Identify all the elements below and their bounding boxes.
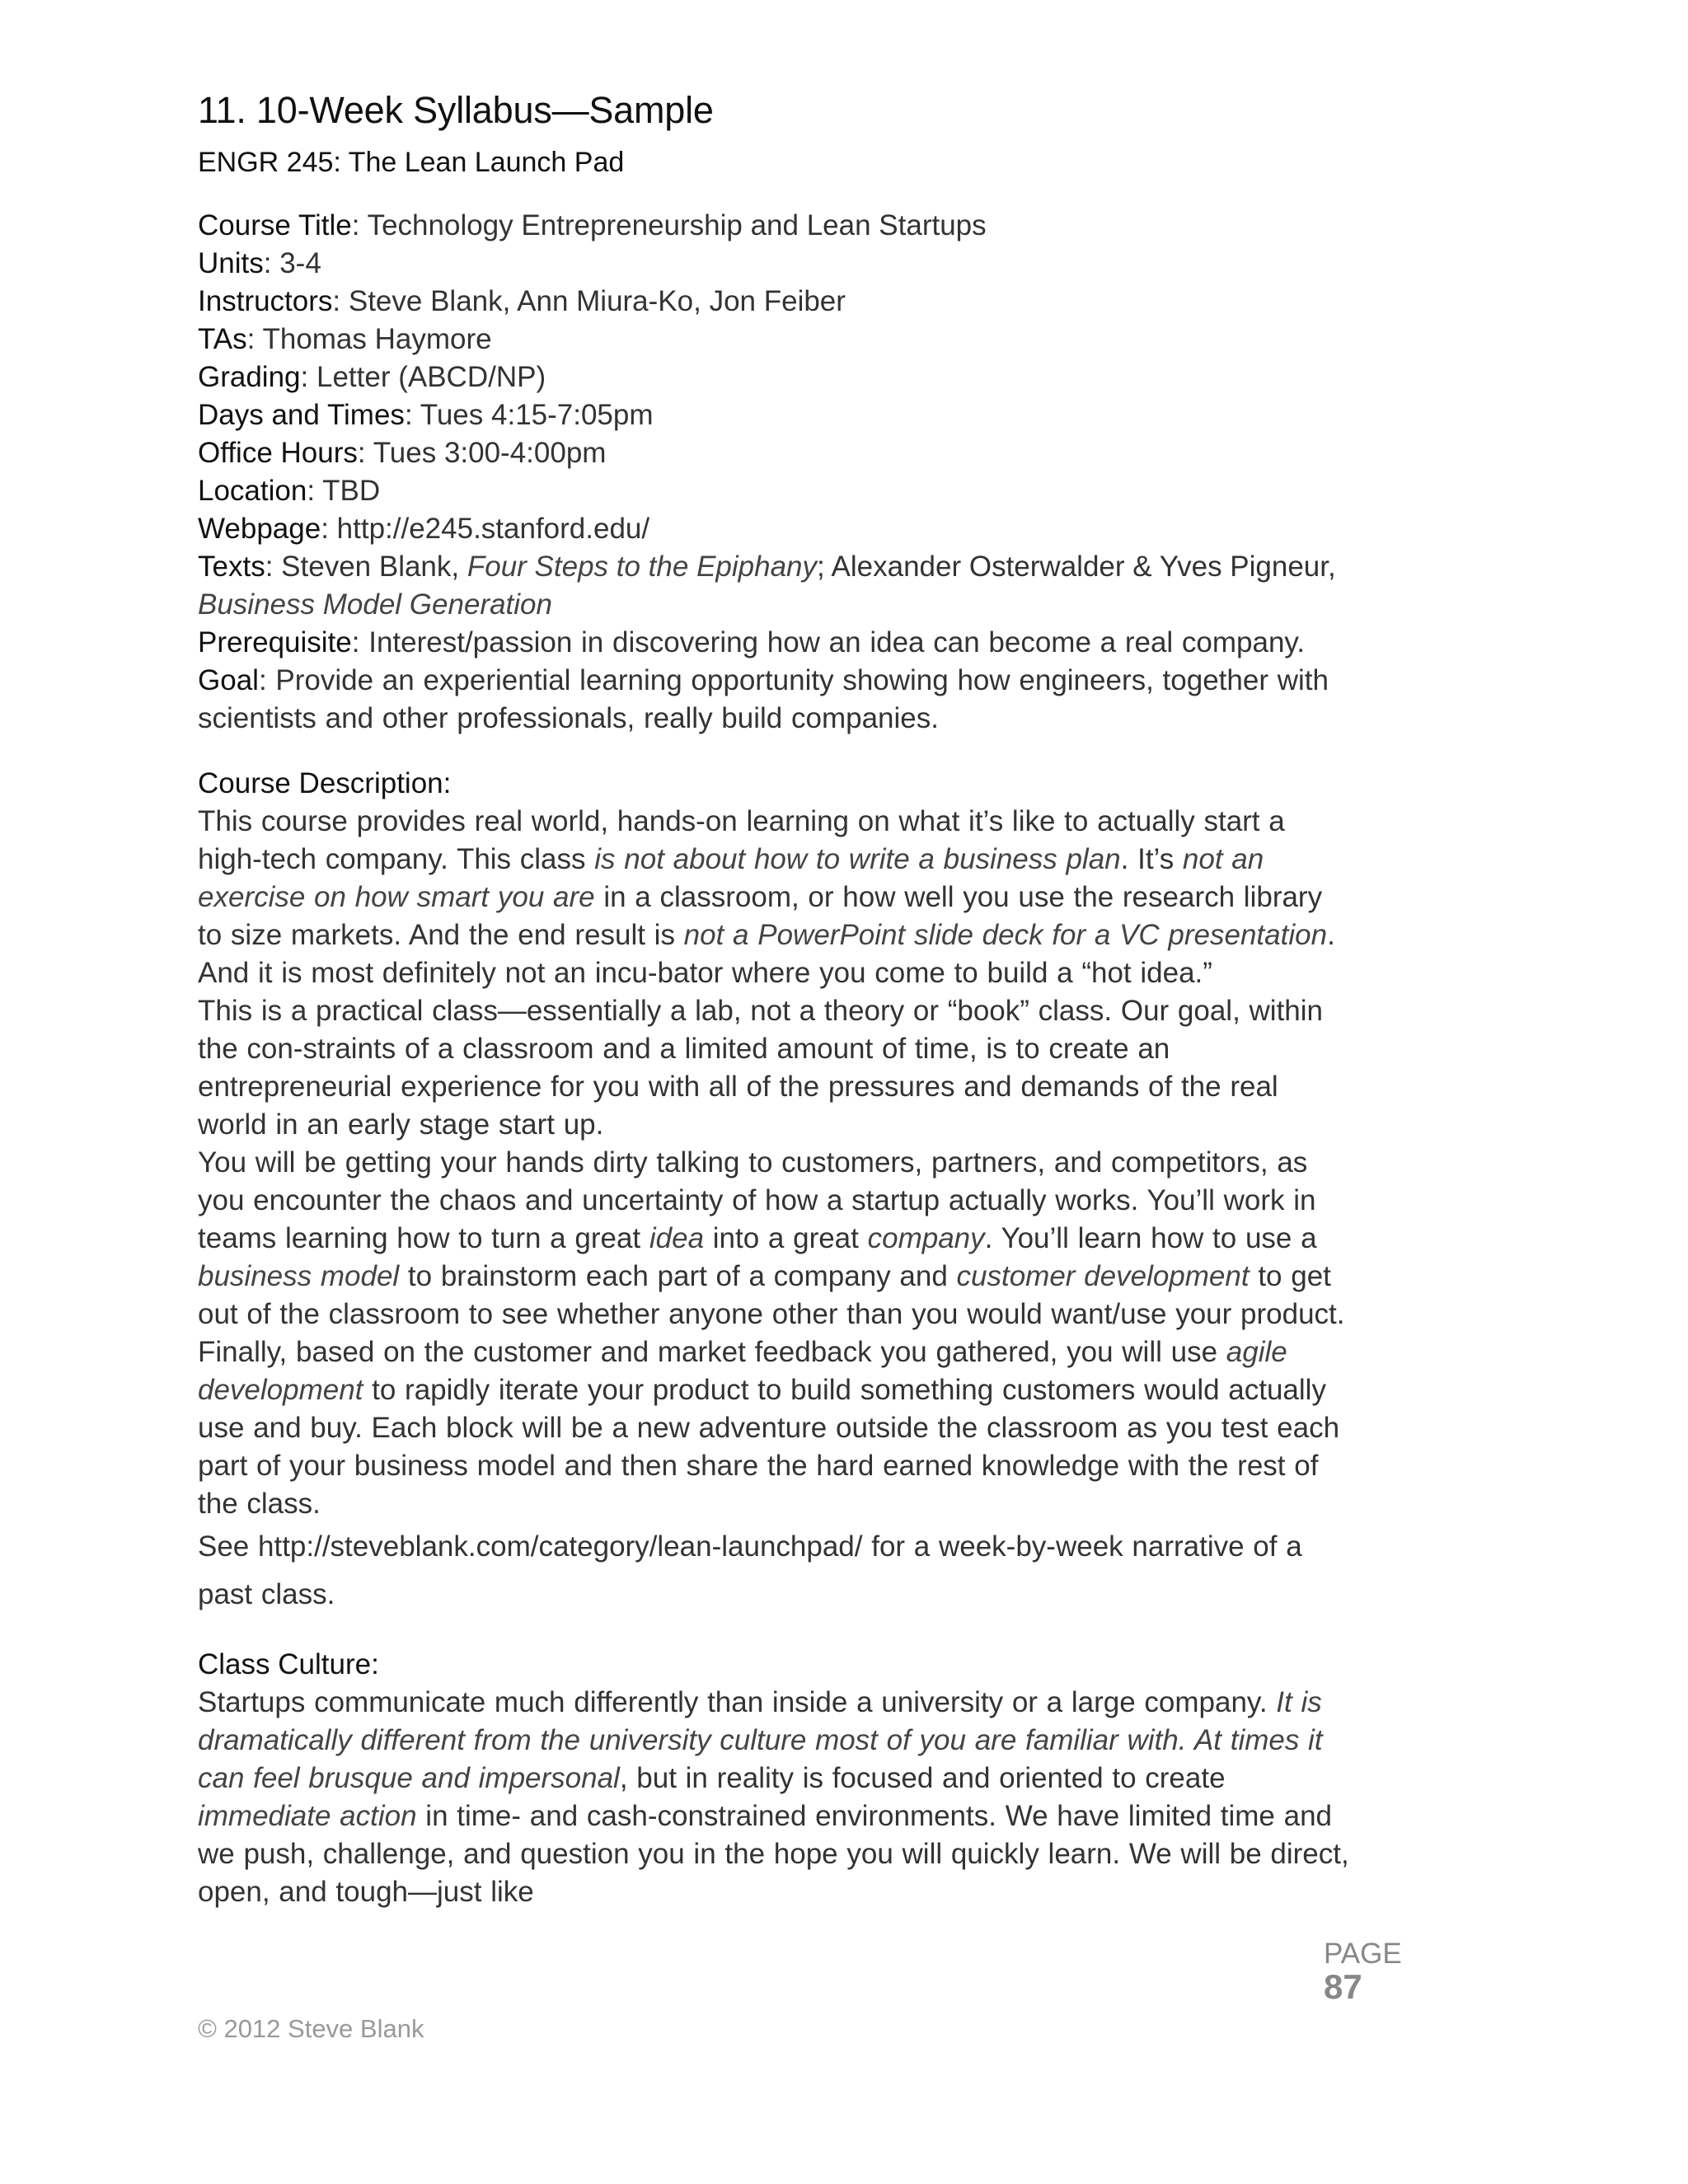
emphasis: not a PowerPoint slide deck for a VC presentation bbox=[683, 919, 1328, 951]
text-run: . You’ll learn how to use a bbox=[984, 1222, 1317, 1254]
instructors-value: Steve Blank, Ann Miura-Ko, Jon Feiber bbox=[348, 285, 846, 317]
class-culture-paragraph bbox=[198, 1684, 1352, 1911]
days-times-row: Days and Times: Tues 4:15-7:05pm bbox=[198, 399, 654, 431]
office-hours-label: Office Hours bbox=[198, 437, 358, 469]
course-description-heading: Course Description: bbox=[198, 767, 452, 799]
course-title-value: Technology Entrepreneurship and Lean Startups bbox=[367, 209, 987, 241]
texts-row: Texts: Steven Blank, Four Steps to the Epiphany; Alexander Osterwalder & Yves Pigneur, Business Model Generation bbox=[198, 551, 1336, 621]
texts-author: Steven Blank, bbox=[281, 551, 460, 583]
days-times-value: Tues 4:15-7:05pm bbox=[420, 399, 654, 431]
course-heading: ENGR 245: The Lean Launch Pad bbox=[198, 147, 625, 178]
grading-label: Grading bbox=[198, 361, 301, 393]
text-run: You will be getting your hands dirty talking to customers, partners, and competitors, as you encounter the chaos and uncertainty of how a startup actually works. You’ll work in teams learning how to turn a great bbox=[198, 1146, 1316, 1254]
page-number: 87 bbox=[1324, 1967, 1362, 2006]
webpage-link[interactable]: http://e245.stanford.edu/ bbox=[336, 513, 650, 545]
emphasis: idea bbox=[649, 1222, 705, 1254]
webpage-row: Webpage: http://e245.stanford.edu/ bbox=[198, 513, 650, 545]
texts-book-2: Business Model Generation bbox=[198, 588, 552, 621]
emphasis: agile development bbox=[198, 1336, 1287, 1406]
texts-authors-2: ; Alexander Osterwalder & Yves Pigneur, bbox=[817, 551, 1336, 583]
tas-label: TAs bbox=[198, 323, 247, 355]
course-title-label: Course Title bbox=[198, 209, 352, 241]
text-run: , but in reality is focused and oriented to create bbox=[619, 1762, 1226, 1794]
units-row: Units: 3-4 bbox=[198, 247, 321, 279]
description-paragraph-1 bbox=[198, 803, 1352, 992]
goal-paragraph: Goal: Provide an experiential learning opportunity showing how engineers, together with scientists and other professionals, really build companies. bbox=[198, 664, 1329, 734]
grading-value: Letter (ABCD/NP) bbox=[316, 361, 546, 393]
class-culture-heading: Class Culture: bbox=[198, 1648, 379, 1680]
course-info-list bbox=[198, 207, 1352, 624]
text-run: in a classroom, or how well you use the research library to size markets. And the end result is bbox=[198, 881, 1323, 951]
page-title: 11. 10-Week Syllabus—Sample bbox=[198, 89, 714, 131]
location-label: Location bbox=[198, 475, 307, 507]
units-value: 3-4 bbox=[279, 247, 321, 279]
texts-book-1: Four Steps to the Epiphany bbox=[467, 551, 818, 583]
emphasis: company bbox=[867, 1222, 985, 1254]
course-description-label: Course Description bbox=[198, 767, 443, 799]
office-hours-value: Tues 3:00-4:00pm bbox=[373, 437, 607, 469]
emphasis: customer development bbox=[956, 1260, 1250, 1292]
text-run: to brainstorm each part of a company and bbox=[399, 1260, 957, 1292]
instructors-row: Instructors: Steve Blank, Ann Miura-Ko, Jon Feiber bbox=[198, 285, 846, 317]
emphasis: It is dramatically different from the university culture most of you are familiar with. At times it can feel brusque and impersonal bbox=[198, 1686, 1323, 1794]
course-description-section bbox=[198, 765, 1352, 1619]
emphasis: is not about how to write a business plan bbox=[594, 843, 1121, 875]
document-body bbox=[198, 89, 1352, 1911]
tas-row: TAs: Thomas Haymore bbox=[198, 323, 492, 355]
units-label: Units bbox=[198, 247, 264, 279]
prerequisite-text: Interest/passion in discovering how an idea can become a real company. bbox=[368, 626, 1306, 658]
text-run: Startups communicate much differently than inside a university or a large company. bbox=[198, 1686, 1277, 1718]
goal-label: Goal bbox=[198, 664, 259, 696]
description-paragraph-4: See http://steveblank.com/category/lean-launchpad/ for a week-by-week narrative of a past class. bbox=[198, 1530, 1302, 1610]
text-run: . And it is most definitely not an incu-bator where you come to build a “hot idea.” bbox=[198, 919, 1335, 989]
text-run: to get out of the classroom to see whether anyone other than you would want/use your product. Finally, based on the customer and market feedback you gathered, you will use bbox=[198, 1260, 1345, 1368]
class-culture-section bbox=[198, 1646, 1352, 1911]
text-run: into a great bbox=[704, 1222, 868, 1254]
goal-text: Provide an experiential learning opportunity showing how engineers, together with scientists and other professionals, really build companies. bbox=[198, 664, 1329, 734]
grading-row: Grading: Letter (ABCD/NP) bbox=[198, 361, 546, 393]
page-number-marker bbox=[1324, 1938, 1402, 2004]
emphasis: business model bbox=[198, 1260, 400, 1292]
text-run: . It’s bbox=[1120, 843, 1183, 875]
text-run: in time- and cash-constrained environments. We have limited time and we push, challenge, and question you in the hope you will quickly learn. We will be direct, open, and tough—just like bbox=[198, 1800, 1349, 1908]
texts-label: Texts bbox=[198, 551, 265, 583]
text-run: to rapidly iterate your product to build something customers would actually use and buy. Each block will be a new adventure outside the classroom as you test each part of your business model and then share the hard earned knowledge with the rest of the class. bbox=[198, 1374, 1340, 1520]
office-hours-row: Office Hours: Tues 3:00-4:00pm bbox=[198, 437, 607, 469]
location-value: TBD bbox=[322, 475, 381, 507]
instructors-label: Instructors bbox=[198, 285, 333, 317]
text-run: This course provides real world, hands-on learning on what it’s like to actually start a high-tech company. This class bbox=[198, 805, 1285, 875]
days-times-label: Days and Times bbox=[198, 399, 405, 431]
location-row: Location: TBD bbox=[198, 475, 381, 507]
emphasis: immediate action bbox=[198, 1800, 417, 1832]
tas-value: Thomas Haymore bbox=[262, 323, 492, 355]
description-paragraph-3 bbox=[198, 1144, 1352, 1523]
prerequisite-label: Prerequisite bbox=[198, 626, 352, 658]
webpage-label: Webpage bbox=[198, 513, 321, 545]
description-paragraph-2: This is a practical class—essentially a lab, not a theory or “book” class. Our goal, within the con-straints of a classroom and a limited amount of time, is to create an entrepreneurial experience for you with all of the pressures and demands of the real world in an early stage start up. bbox=[198, 995, 1324, 1141]
course-title-row: Course Title: Technology Entrepreneurship and Lean Startups bbox=[198, 209, 987, 241]
copyright-footer: © 2012 Steve Blank bbox=[198, 2014, 424, 2043]
page-label: PAGE bbox=[1324, 1938, 1402, 1970]
prerequisite-paragraph: Prerequisite: Interest/passion in discovering how an idea can become a real company. bbox=[198, 626, 1306, 658]
emphasis: not an exercise on how smart you are bbox=[198, 843, 1264, 913]
